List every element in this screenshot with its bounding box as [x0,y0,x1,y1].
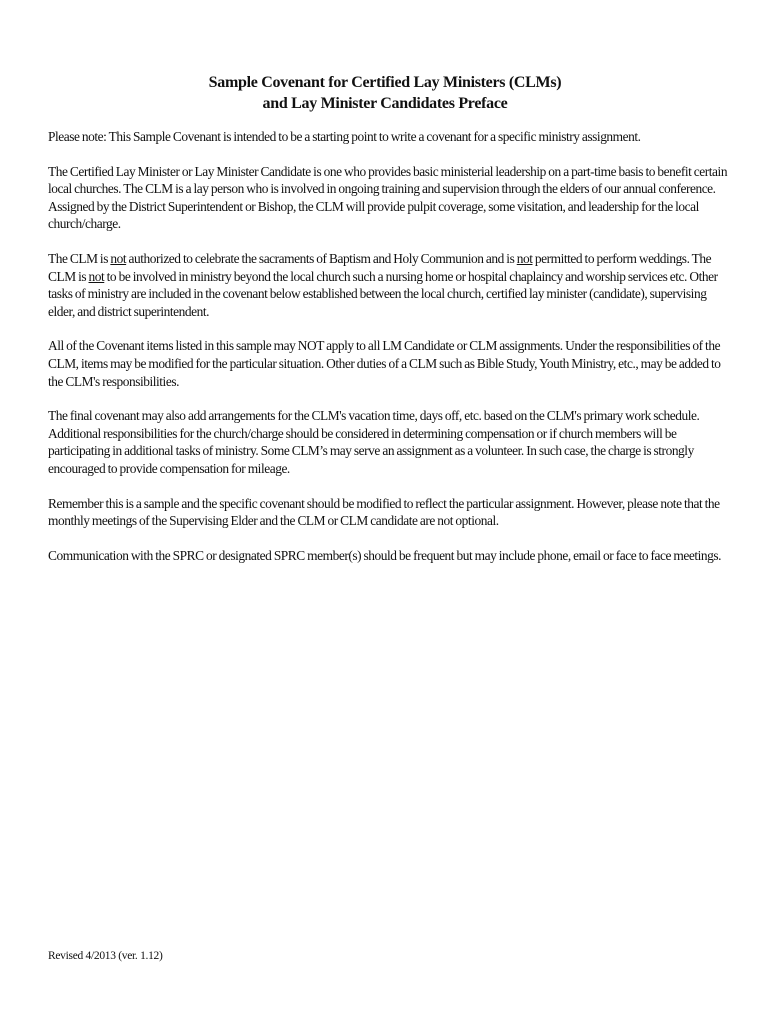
paragraph-4: The final covenant may also add arrangements for the CLM's vacation time, days off, etc. based on the CLM's primary work schedule. Additional responsibilities for the church/charge should be considered in determining compensation or if church members will be participating in additional tasks of ministry. Some CLM’s may serve an assignment as a volunteer. In such case, the charge is strongly encouraged to provide compensation for mileage. [48,408,700,476]
paragraph-2-text-3: permitted to perform weddings. The CLM is [48,250,712,284]
paragraph-2-underline-2: not [516,250,533,266]
document-title [0,72,770,114]
paragraph-3: All of the Covenant items listed in this sample may NOT apply to all LM Candidate or CLM assignments. Under the responsibilities of the CLM, items may be modified for the particular situation. Other duties of a CLM such as Bible Study, Youth Ministry, etc., may be added to the CLM's responsibilities. [48,338,721,389]
paragraph-6: Communication with the SPRC or designated SPRC member(s) should be frequent but may include phone, email or face to face meetings. [48,547,722,563]
document-body [48,128,728,581]
paragraph-2-text-2: authorized to celebrate the sacraments of Baptism and Holy Communion and is [126,250,517,266]
title-line-1: Sample Covenant for Certified Lay Ministers (CLMs) [208,74,562,91]
paragraph-2-underline-1: not [110,250,127,266]
paragraph-5: Remember this is a sample and the specific covenant should be modified to reflect the particular assignment. However, please note that the monthly meetings of the Supervising Elder and the CLM or CLM candidate are not optional. [48,495,720,529]
paragraph-2-underline-3: not [88,268,105,284]
paragraph-2 [48,250,728,320]
paragraph-1: The Certified Lay Minister or Lay Minister Candidate is one who provides basic ministerial leadership on a part-time basis to benefit certain local churches. The CLM is a lay person who is involved in ongoing training and supervision through the elders of our annual conference. Assigned by the District Superintendent or Bishop, the CLM will provide pulpit coverage, some visitation, and leadership for the local church/charge. [48,163,728,232]
revision-footer: Revised 4/2013 (ver. 1.12) [48,950,163,962]
note-paragraph: Please note: This Sample Covenant is intended to be a starting point to write a covenant for a specific ministry assignment. [48,129,641,144]
paragraph-2-text-1: The CLM is [48,250,111,266]
paragraph-2-text-4: to be involved in ministry beyond the local church such a nursing home or hospital chaplaincy and worship services etc. Other tasks of ministry are included in the covenant below established between the local church, certified lay minister (candidate), supervising elder, and district superintendent. [48,268,718,319]
title-line-2: and Lay Minister Candidates Preface [262,95,508,112]
